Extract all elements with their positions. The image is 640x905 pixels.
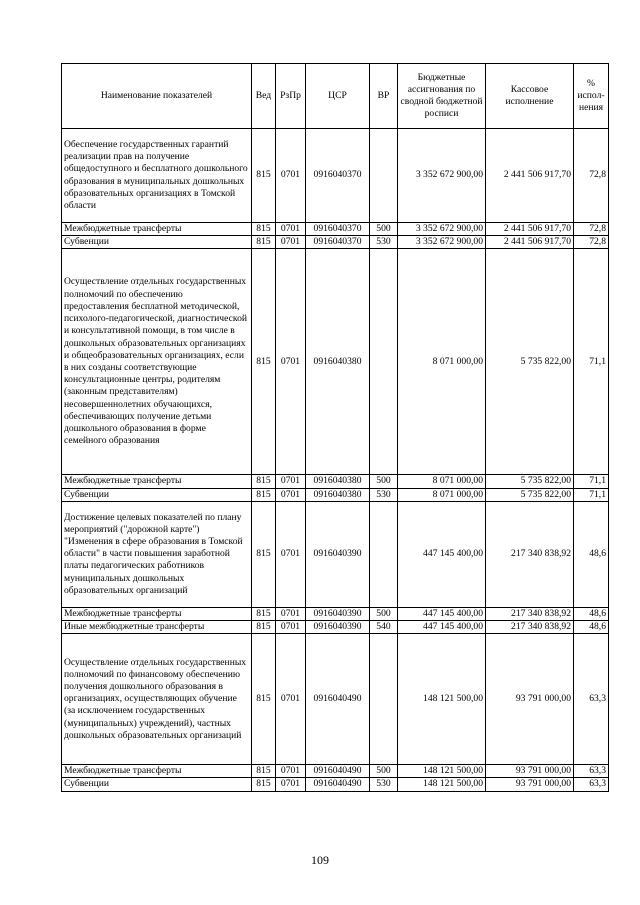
header-ved: Вед — [252, 64, 276, 129]
row-ved: 815 — [252, 223, 276, 236]
row-assignment: 3 352 672 900,00 — [398, 223, 486, 236]
row-csr: 0916040490 — [306, 778, 370, 791]
row-vr: 500 — [370, 475, 398, 488]
table-row — [62, 488, 609, 501]
row-cash: 5 735 822,00 — [486, 475, 574, 488]
row-assignment: 8 071 000,00 — [398, 488, 486, 501]
table-row — [62, 249, 609, 475]
row-percent: 48,6 — [574, 607, 609, 620]
table-body — [62, 129, 609, 792]
row-rzpr: 0701 — [276, 129, 306, 223]
row-assignment: 3 352 672 900,00 — [398, 236, 486, 249]
row-ved: 815 — [252, 501, 276, 607]
row-rzpr: 0701 — [276, 607, 306, 620]
row-percent: 71,1 — [574, 488, 609, 501]
table-row — [62, 475, 609, 488]
row-name: Субвенции — [62, 488, 252, 501]
row-name: Межбюджетные трансферты — [62, 607, 252, 620]
table-row — [62, 223, 609, 236]
table-row — [62, 607, 609, 620]
row-name: Субвенции — [62, 236, 252, 249]
header-percent: % испол-нения — [574, 64, 609, 129]
row-cash: 93 791 000,00 — [486, 634, 574, 765]
budget-table — [61, 63, 609, 792]
row-vr: 530 — [370, 488, 398, 501]
row-assignment: 447 145 400,00 — [398, 501, 486, 607]
row-assignment: 148 121 500,00 — [398, 778, 486, 791]
row-cash: 217 340 838,92 — [486, 501, 574, 607]
header-name: Наименование показателей — [62, 64, 252, 129]
row-cash: 217 340 838,92 — [486, 607, 574, 620]
row-csr: 0916040490 — [306, 634, 370, 765]
row-ved: 815 — [252, 621, 276, 634]
row-ved: 815 — [252, 129, 276, 223]
row-vr: 500 — [370, 607, 398, 620]
row-assignment: 447 145 400,00 — [398, 607, 486, 620]
row-assignment: 3 352 672 900,00 — [398, 129, 486, 223]
row-vr: 500 — [370, 765, 398, 778]
row-csr: 0916040390 — [306, 501, 370, 607]
table-row — [62, 765, 609, 778]
table-row — [62, 634, 609, 765]
row-csr: 0916040380 — [306, 488, 370, 501]
row-ved: 815 — [252, 778, 276, 791]
row-csr: 0916040490 — [306, 765, 370, 778]
header-assignments: Бюджетные ассигнования по сводной бюджетной росписи — [398, 64, 486, 129]
row-percent: 72,8 — [574, 129, 609, 223]
row-vr — [370, 634, 398, 765]
row-percent: 71,1 — [574, 475, 609, 488]
row-vr: 530 — [370, 778, 398, 791]
row-ved: 815 — [252, 765, 276, 778]
row-assignment: 8 071 000,00 — [398, 249, 486, 475]
row-name: Межбюджетные трансферты — [62, 223, 252, 236]
row-vr — [370, 249, 398, 475]
row-cash: 93 791 000,00 — [486, 778, 574, 791]
table-row — [62, 129, 609, 223]
row-ved: 815 — [252, 634, 276, 765]
table-row — [62, 501, 609, 607]
row-vr — [370, 129, 398, 223]
row-ved: 815 — [252, 488, 276, 501]
row-vr: 500 — [370, 223, 398, 236]
row-rzpr: 0701 — [276, 501, 306, 607]
row-rzpr: 0701 — [276, 488, 306, 501]
table-row — [62, 236, 609, 249]
row-vr — [370, 501, 398, 607]
row-percent: 71,1 — [574, 249, 609, 475]
row-ved: 815 — [252, 607, 276, 620]
row-name: Межбюджетные трансферты — [62, 475, 252, 488]
header-cash-execution: Кассовое исполнение — [486, 64, 574, 129]
row-vr: 540 — [370, 621, 398, 634]
row-name: Субвенции — [62, 778, 252, 791]
row-ved: 815 — [252, 236, 276, 249]
row-percent: 72,8 — [574, 236, 609, 249]
row-name: Осуществление отдельных государственных полномочий по обеспечению предоставления бесплатной методической, психолого-педагогической, диагностической и консультативной помощи, в том числе в дошкольных образовательных организациях и общеобразовательных организациях, если в них созданы соответствующие консультационные центры, родителям (законным представителям) несовершеннолетних обучающихся, обеспечивающих получение детьми дошкольного образования в форме семейного образования — [62, 249, 252, 475]
row-rzpr: 0701 — [276, 223, 306, 236]
row-percent: 63,3 — [574, 634, 609, 765]
row-assignment: 447 145 400,00 — [398, 621, 486, 634]
row-csr: 0916040370 — [306, 129, 370, 223]
row-csr: 0916040390 — [306, 607, 370, 620]
row-percent: 48,6 — [574, 501, 609, 607]
row-percent: 48,6 — [574, 621, 609, 634]
row-name: Достижение целевых показателей по плану мероприятий ("дорожной карте") "Изменения в сфере образования в Томской области" в части повышения заработной платы педагогических работников муниципальных дошкольных образовательных организаций — [62, 501, 252, 607]
row-csr: 0916040380 — [306, 249, 370, 475]
table-row — [62, 621, 609, 634]
row-cash: 93 791 000,00 — [486, 765, 574, 778]
row-ved: 815 — [252, 249, 276, 475]
header-vr: ВР — [370, 64, 398, 129]
row-percent: 72,8 — [574, 223, 609, 236]
row-assignment: 148 121 500,00 — [398, 634, 486, 765]
row-cash: 2 441 506 917,70 — [486, 236, 574, 249]
row-cash: 2 441 506 917,70 — [486, 129, 574, 223]
row-csr: 0916040370 — [306, 236, 370, 249]
row-rzpr: 0701 — [276, 475, 306, 488]
row-csr: 0916040380 — [306, 475, 370, 488]
row-csr: 0916040370 — [306, 223, 370, 236]
row-name: Обеспечение государственных гарантий реализации прав на получение общедоступного и бесплатного дошкольного образования в муниципальных дошкольных образовательных организациях в Томской области — [62, 129, 252, 223]
row-rzpr: 0701 — [276, 249, 306, 475]
header-rzpr: РзПр — [276, 64, 306, 129]
row-rzpr: 0701 — [276, 634, 306, 765]
row-rzpr: 0701 — [276, 765, 306, 778]
row-name: Осуществление отдельных государственных полномочий по финансовому обеспечению получения дошкольного образования в организациях, осуществляющих обучение (за исключением государственных (муниципальных) учреждений), частных дошкольных образовательных организаций — [62, 634, 252, 765]
row-ved: 815 — [252, 475, 276, 488]
row-name: Межбюджетные трансферты — [62, 765, 252, 778]
row-cash: 217 340 838,92 — [486, 621, 574, 634]
row-percent: 63,3 — [574, 778, 609, 791]
row-cash: 2 441 506 917,70 — [486, 223, 574, 236]
table-header-row — [62, 64, 609, 129]
row-assignment: 148 121 500,00 — [398, 765, 486, 778]
row-vr: 530 — [370, 236, 398, 249]
row-rzpr: 0701 — [276, 778, 306, 791]
row-cash: 5 735 822,00 — [486, 249, 574, 475]
row-assignment: 8 071 000,00 — [398, 475, 486, 488]
row-rzpr: 0701 — [276, 236, 306, 249]
row-percent: 63,3 — [574, 765, 609, 778]
row-csr: 0916040390 — [306, 621, 370, 634]
page-number: 109 — [311, 853, 329, 867]
table-row — [62, 778, 609, 791]
header-csr: ЦСР — [306, 64, 370, 129]
row-name: Иные межбюджетные трансферты — [62, 621, 252, 634]
row-rzpr: 0701 — [276, 621, 306, 634]
row-cash: 5 735 822,00 — [486, 488, 574, 501]
